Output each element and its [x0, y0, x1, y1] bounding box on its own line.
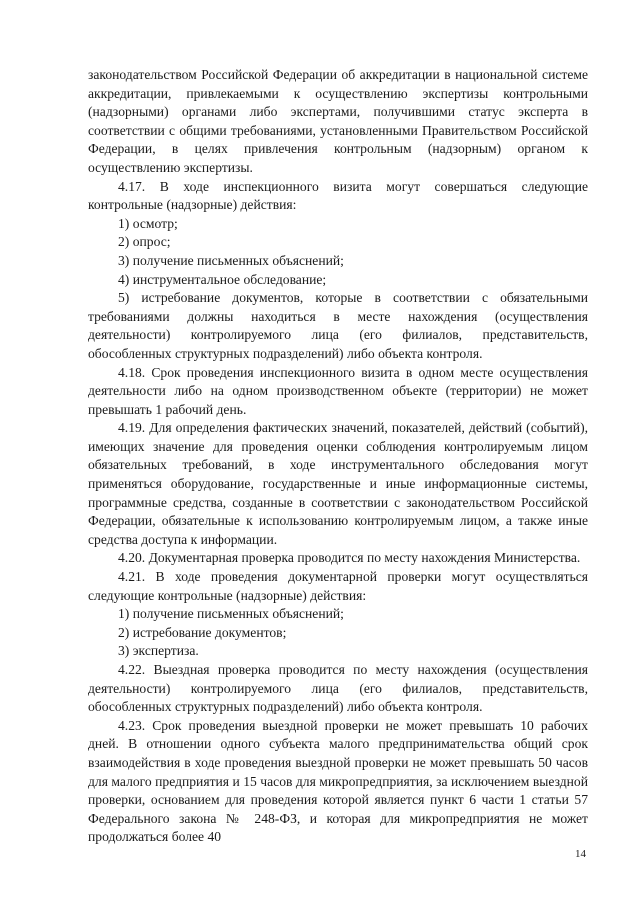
list-item: 1) получение письменных объяснений; [118, 606, 344, 622]
paragraph-continuation: законодательством Российской Федерации об аккредитации в национальной системе аккредитации, привлекаемыми к осуществлению экспертизы контрольными (надзорными) органами либо экспертами, получившими статус эксперта в соответствии с общими требованиями, установленными Правительством Российской Федерации, в целях привлечения контрольным (надзорным) органом к осуществлению экспертизы. [88, 67, 588, 175]
paragraph-4-19: 4.19. Для определения фактических значений, показателей, действий (событий), имеющих значение для проведения оценки соблюдения контролируемым лицом обязательных требований, в ходе инструментального обследования могут применяться оборудование, государственные и иные информационные системы, программные средства, созданные в соответствии с законодательством Российской Федерации, обязательные к использованию контролируемым лицом, а также иные средства доступа к информации. [88, 420, 588, 547]
paragraph-4-22: 4.22. Выездная проверка проводится по месту нахождения (осуществления деятельности) контролируемого лица (его филиалов, представительств, обособленных структурных подразделений) либо объекта контроля. [88, 662, 588, 715]
paragraph-4-17: 4.17. В ходе инспекционного визита могут совершаться следующие контрольные (надзорные) действия: [88, 178, 588, 213]
list-item: 3) экспертиза. [118, 643, 199, 659]
paragraph-4-21: 4.21. В ходе проведения документарной проверки могут осуществляться следующие контрольные (надзорные) действия: [88, 569, 588, 603]
page-number: 14 [575, 848, 586, 860]
list-item: 1) осмотр; [118, 215, 178, 231]
list-item: 2) опрос; [118, 234, 171, 250]
list-item: 2) истребование документов; [118, 624, 287, 640]
paragraph-4-18: 4.18. Срок проведения инспекционного визита в одном месте осуществления деятельности либо на одном производственном объекте (территории) не может превышать 1 рабочий день. [88, 364, 588, 417]
paragraph-4-23: 4.23. Срок проведения выездной проверки не может превышать 10 рабочих дней. В отношении одного субъекта малого предпринимательства общий срок взаимодействия в ходе проведения выездной проверки не может превышать 50 часов для малого предприятия и 15 часов для микропредприятия, за исключением выездной проверки, основанием для проведения которой является пункт 6 части 1 статьи 57 Федерального закона № 248-ФЗ, и которая для микропредприятия не может продолжаться более 40 [88, 717, 588, 845]
list-item: 3) получение письменных объяснений; [118, 252, 344, 268]
paragraph-4-20: 4.20. Документарная проверка проводится по месту нахождения Министерства. [118, 550, 581, 566]
list-item-5: 5) истребование документов, которые в соответствии с обязательными требованиями должны находиться в месте нахождения (осуществления деятельности) контролируемого лица (его филиалов, представительств, обособленных структурных подразделений) либо объекта контроля. [88, 290, 588, 361]
list-item: 4) инструментальное обследование; [118, 271, 327, 287]
document-page [88, 66, 588, 847]
